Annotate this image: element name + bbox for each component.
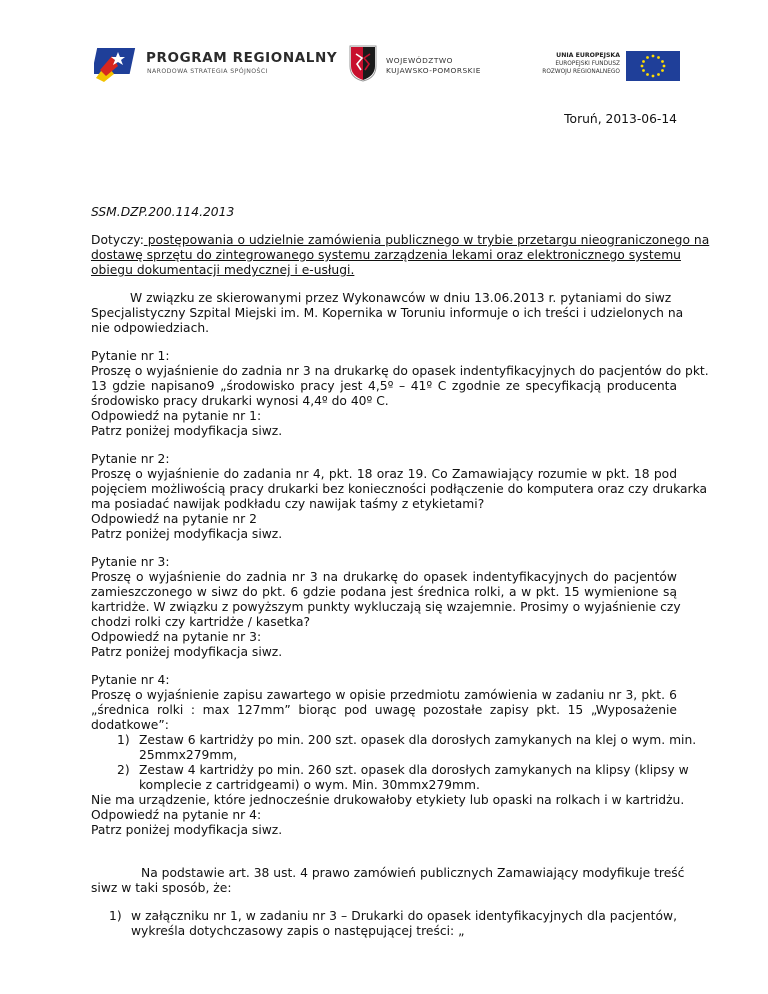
q4-item1-number: 1) [117,733,130,747]
reference-number: SSM.DZP.200.114.2013 [91,205,235,219]
q3-line-4: chodzi rolki czy kartridże / kasetka? [91,615,311,629]
q4-answer-title: Odpowiedź na pytanie nr 4: [91,808,262,822]
intro-line-2: Specjalistyczny Szpital Miejski im. M. Kopernika w Toruniu informuje o ich treści i udzielonych na [91,306,684,320]
header-logos [92,42,682,84]
intro-line-1: W związku ze skierowanymi przez Wykonawców w dniu 13.06.2013 r. pytaniami do siwz [130,291,672,305]
q1-answer-title: Odpowiedź na pytanie nr 1: [91,409,262,423]
subject-prefix: Dotyczy: [91,233,144,247]
q1-line-3: środowisko pracy drukarki wynosi 4,4º do 40º C. [91,394,389,408]
q3-line-3: kartridże. W związku z powyższym punkty wykluczają się wzajemnie. Prosimy o wyjaśnienie czy [91,600,681,614]
program-title: PROGRAM REGIONALNY [146,50,338,66]
q4-line-3: dodatkowe”: [91,718,169,732]
q3-title: Pytanie nr 3: [91,555,170,569]
subject-line-1 [91,233,710,248]
q4-item2-line-2: komplecie z cartridgeami) o wym. Min. 30mmx279mm. [139,778,480,792]
eu-line1: UNIA EUROPEJSKA [556,52,620,59]
q4-line-1: Proszę o wyjaśnienie zapisu zawartego w opisie przedmiotu zamówienia w zadaniu nr 3, pkt. 6 [91,688,677,702]
q4-item1-line-1: Zestaw 6 kartridży po min. 200 szt. opasek dla dorosłych zamykanych na klej o wym. min. [139,733,697,747]
q3-answer-title: Odpowiedź na pytanie nr 3: [91,630,262,644]
closing-item-line-2: wykreśla dotychczasowy zapis o następującej treści: „ [131,924,465,938]
q1-title: Pytanie nr 1: [91,349,170,363]
q2-line-3: ma posiadać nawijak podkładu czy nawijak taśmy z etykietami? [91,497,485,511]
q4-answer: Patrz poniżej modyfikacja siwz. [91,823,283,837]
q2-answer-title: Odpowiedź na pytanie nr 2 [91,512,257,526]
q1-line-2: 13 gdzie napisano9 „środowisko pracy jest 4,5º – 41º C zgodnie ze specyfikacją producenta [91,379,677,393]
intro-line-3: nie odpowiedziach. [91,321,210,335]
q2-line-2: pojęciem możliwością pracy drukarki bez konieczności podłączenie do komputera oraz czy drukarka [91,482,708,496]
q4-item2-line-1: Zestaw 4 kartridży po min. 260 szt. opasek dla dorosłych zamykanych na klipsy (klipsy w [139,763,689,777]
eu-line2: EUROPEJSKI FUNDUSZ [555,61,620,67]
q3-line-2: zamieszczonego w siwz do pkt. 6 gdzie podana jest średnica rolki, a w pkt. 15 wymienione są [91,585,677,599]
q2-title: Pytanie nr 2: [91,452,170,466]
q1-line-1: Proszę o wyjaśnienie do zadnia nr 3 na drukarkę do opasek indentyfikacyjnych do pacjentów do pkt. [91,364,709,378]
closing-line-1: Na podstawie art. 38 ust. 4 prawo zamówień publicznych Zamawiający modyfikuje treść [141,866,685,880]
q3-answer: Patrz poniżej modyfikacja siwz. [91,645,283,659]
q4-line-4: Nie ma urządzenie, które jednocześnie drukowałoby etykiety lub opaski na rolkach i w kartridżu. [91,793,685,807]
document-date: Toruń, 2013-06-14 [564,112,677,126]
voivodeship-line2: KUJAWSKO-POMORSKIE [386,66,481,75]
program-subtitle: NARODOWA STRATEGIA SPÓJNOŚCI [147,68,268,75]
eu-logo [516,48,684,82]
closing-item-line-1: w załączniku nr 1, w zadaniu nr 3 – Drukarki do opasek identyfikacyjnych dla pacjentów, [131,909,677,923]
q4-title: Pytanie nr 4: [91,673,170,687]
program-regionalny-logo [92,42,338,84]
subject-line-2: dostawę sprzętu do zintegrowanego systemu zarządzenia lekami oraz elektronicznego systemu [91,248,681,262]
eu-flag-icon [626,51,680,81]
q4-line-2: „średnica rolki : max 127mm” biorąc pod uwagę pozostałe zapisy pkt. 15 „Wyposażenie [91,703,677,717]
voivodeship-crest-icon [348,44,378,82]
program-regionalny-emblem-icon [94,44,138,82]
closing-line-2: siwz w taki sposób, że: [91,881,232,895]
subject-text-1: postępowania o udzielnie zamówienia publicznego w trybie przetargu nieograniczonego na [143,233,710,247]
subject-line-3: obiegu dokumentacji medycznej i e-usługi. [91,263,355,277]
q3-line-1: Proszę o wyjaśnienie do zadnia nr 3 na drukarkę do opasek indentyfikacyjnych do pacjentów [91,570,677,584]
q4-item2-number: 2) [117,763,130,777]
q4-item1-line-2: 25mmx279mm, [139,748,238,762]
voivodeship-line1: WOJEWÓDZTWO [386,56,453,65]
q2-answer: Patrz poniżej modyfikacja siwz. [91,527,283,541]
q2-line-1: Proszę o wyjaśnienie do zadania nr 4, pkt. 18 oraz 19. Co Zamawiający rozumie w pkt. 18 pod [91,467,677,481]
q1-answer: Patrz poniżej modyfikacja siwz. [91,424,283,438]
voivodeship-logo [348,44,528,84]
eu-line3: ROZWOJU REGIONALNEGO [542,69,620,75]
closing-item-number: 1) [109,909,122,923]
